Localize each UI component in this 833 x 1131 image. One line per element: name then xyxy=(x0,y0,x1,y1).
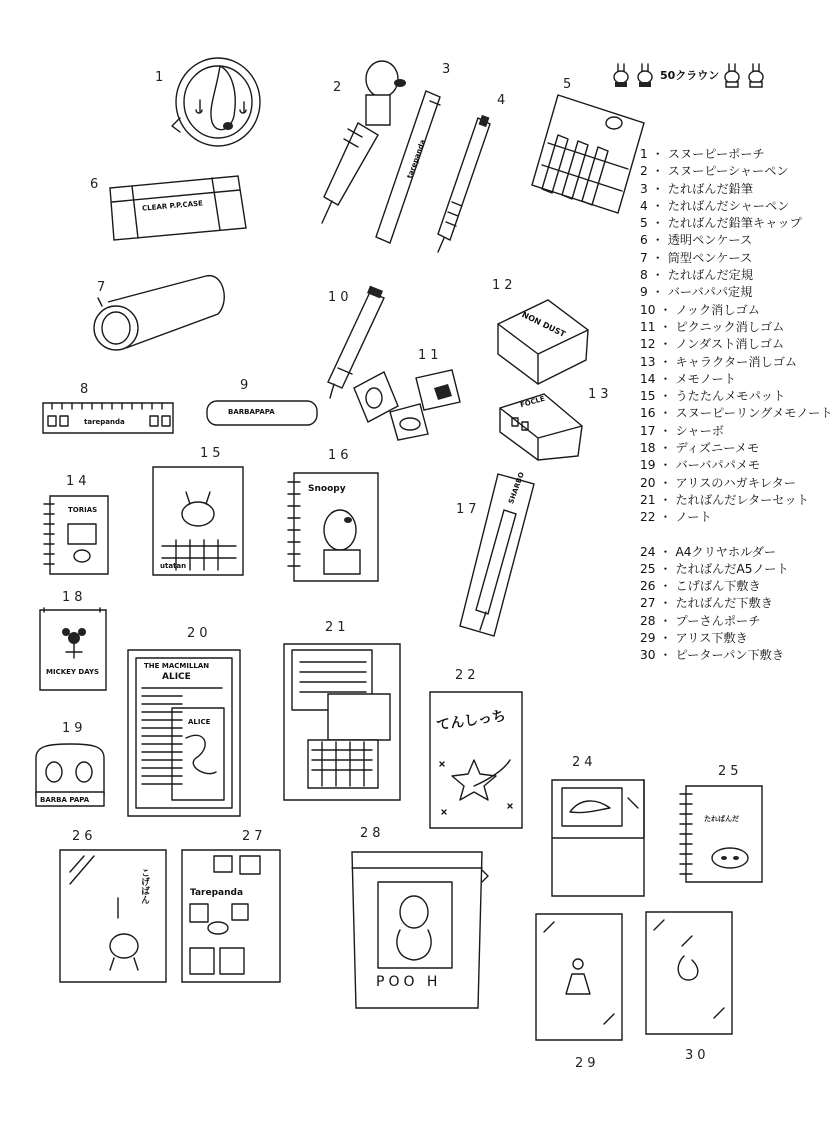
legend-number: 9 xyxy=(640,285,648,300)
legend-row xyxy=(640,595,833,612)
legend-row xyxy=(640,509,833,526)
item-number: 29 xyxy=(575,1056,600,1071)
item-number: 26 xyxy=(72,829,97,844)
legend-separator: ・ xyxy=(655,441,676,456)
legend-number: 24 xyxy=(640,544,656,559)
legend-separator: ・ xyxy=(655,596,676,611)
item-barbapapa-memo: BARBA PAPA xyxy=(34,742,106,812)
item-number: 6 xyxy=(90,177,103,192)
legend-row xyxy=(640,267,833,284)
legend-separator: ・ xyxy=(655,406,676,421)
legend-row xyxy=(640,198,833,215)
legend-separator: ・ xyxy=(655,648,676,663)
legend-name: たればんだ鉛筆キャップ xyxy=(667,216,802,231)
legend-number: 10 xyxy=(640,302,656,317)
legend-number: 15 xyxy=(640,389,656,404)
item-snoopy-pouch xyxy=(172,52,268,154)
legend-separator: ・ xyxy=(655,475,676,490)
legend-separator: ・ xyxy=(647,268,668,283)
legend-name: たればんだシャーペン xyxy=(667,198,790,213)
item-number: 30 xyxy=(685,1048,710,1063)
legend-number: 17 xyxy=(640,423,656,438)
bunny-icon xyxy=(747,62,767,88)
item-number: 11 xyxy=(418,348,443,363)
legend-name: ディズニーメモ xyxy=(675,441,760,456)
legend-name: スヌーピーシャーペン xyxy=(667,164,789,179)
legend-row xyxy=(640,561,833,578)
legend-separator: ・ xyxy=(647,233,668,248)
legend-name: ノート xyxy=(675,510,712,525)
item-number: 28 xyxy=(360,826,385,841)
legend-number: 11 xyxy=(640,319,656,334)
legend-separator: ・ xyxy=(647,216,668,231)
legend-separator: ・ xyxy=(647,181,668,196)
legend-name: たればんだ下敷き xyxy=(675,596,773,611)
legend-row xyxy=(640,630,833,647)
legend-row xyxy=(640,319,833,336)
legend-separator: ・ xyxy=(655,492,676,507)
legend-row xyxy=(640,181,833,198)
item-number: 3 xyxy=(442,62,455,77)
legend-number: 3 xyxy=(640,181,648,196)
legend-row xyxy=(640,232,833,249)
legend-separator: ・ xyxy=(655,544,676,559)
item-number: 16 xyxy=(328,448,353,463)
item-number: 20 xyxy=(187,626,212,641)
legend-row xyxy=(640,405,833,422)
legend-separator: ・ xyxy=(655,371,676,386)
legend-separator: ・ xyxy=(655,510,676,525)
legend-separator: ・ xyxy=(655,613,676,628)
legend-row xyxy=(640,544,833,561)
legend-name: ノンダスト消しゴム xyxy=(675,337,785,352)
legend-number: 5 xyxy=(640,216,648,231)
legend-number: 25 xyxy=(640,561,656,576)
legend-separator: ・ xyxy=(655,319,676,334)
legend-number: 13 xyxy=(640,354,656,369)
item-number: 18 xyxy=(62,590,87,605)
legend-name: ノック消しゴム xyxy=(675,302,760,317)
item-tarepanda-mech-pencil xyxy=(428,112,498,256)
item-number: 15 xyxy=(200,446,225,461)
legend-row xyxy=(640,146,833,163)
legend-row xyxy=(640,388,833,405)
legend-number: 27 xyxy=(640,596,656,611)
item-tarepanda-a5-note: たればんだ xyxy=(678,784,764,888)
item-tarepanda-pencil: tarepanda xyxy=(370,85,450,254)
legend-name: 透明ペンケース xyxy=(667,233,753,248)
legend-number: 1 xyxy=(640,147,648,161)
legend-number: 8 xyxy=(640,268,648,283)
item-number: 10 xyxy=(328,290,353,305)
item-number: 9 xyxy=(240,378,253,393)
item-alice-board xyxy=(534,912,624,1046)
item-tarepanda-board: Tarepanda xyxy=(180,848,282,988)
legend-separator: ・ xyxy=(655,458,676,473)
legend-name: アリス下敷き xyxy=(675,631,748,646)
legend-name: たればんだ鉛筆 xyxy=(667,181,754,196)
legend-separator: ・ xyxy=(655,389,676,404)
legend-name: たればんだA5ノート xyxy=(675,561,789,576)
item-number: 24 xyxy=(572,755,597,770)
legend-name: キャラクター消しゴム xyxy=(675,354,798,369)
item-kogepan-board: こげばん xyxy=(58,848,168,988)
item-clear-pencase: CLEAR P.P.CASE xyxy=(108,172,248,248)
legend-number: 4 xyxy=(640,198,648,213)
legend-name: こげばん下敷き xyxy=(675,579,761,594)
item-peterpan-board xyxy=(644,910,734,1040)
item-number: 7 xyxy=(97,280,110,295)
legend-separator: ・ xyxy=(655,302,676,317)
item-number: 14 xyxy=(66,474,91,489)
item-tarepanda-letterset xyxy=(282,642,402,806)
legend-gap xyxy=(640,527,833,544)
legend-row xyxy=(640,284,833,301)
item-a4-clear-holder xyxy=(550,778,646,902)
legend-row xyxy=(640,613,833,630)
legend-row xyxy=(640,457,833,474)
item-number: 13 xyxy=(588,387,613,402)
legend-name: 筒型ペンケース xyxy=(667,250,753,265)
item-number: 4 xyxy=(497,93,510,108)
item-number: 27 xyxy=(242,829,267,844)
legend-name: バーバパパ定規 xyxy=(667,285,753,300)
item-note: てんしっち xyxy=(428,690,524,834)
bunny-icon xyxy=(612,62,632,88)
legend-separator: ・ xyxy=(655,423,676,438)
legend-row xyxy=(640,440,833,457)
legend-row xyxy=(640,354,833,371)
legend-row xyxy=(640,475,833,492)
item-character-eraser: FOCLE xyxy=(498,390,584,466)
legend-separator: ・ xyxy=(655,631,676,646)
item-pooh-pouch: POO H xyxy=(348,848,488,1016)
legend-number: 18 xyxy=(640,441,656,456)
item-memo-notebook: TORIAS xyxy=(42,494,110,580)
legend-name: メモノート xyxy=(675,371,736,386)
legend-row xyxy=(640,302,833,319)
legend-separator: ・ xyxy=(647,164,668,179)
legend-separator: ・ xyxy=(655,579,676,594)
legend-separator: ・ xyxy=(647,198,668,213)
legend-row xyxy=(640,215,833,232)
legend-separator: ・ xyxy=(655,337,676,352)
legend-number: 2 xyxy=(640,164,648,179)
legend-number: 30 xyxy=(640,648,656,663)
legend-number: 7 xyxy=(640,250,648,265)
legend-separator: ・ xyxy=(655,354,676,369)
item-cylinder-pencase xyxy=(88,272,228,358)
item-number: 8 xyxy=(80,382,93,397)
legend-row xyxy=(640,423,833,440)
item-tarepanda-ruler: tarepanda xyxy=(42,402,174,438)
legend-name: スヌーピーポーチ xyxy=(667,147,765,161)
legend-separator: ・ xyxy=(647,250,668,265)
item-nondust-eraser: NON DUST xyxy=(494,298,590,392)
legend-number: 28 xyxy=(640,613,656,628)
bunny-icon xyxy=(636,62,656,88)
legend-name: プーさんポーチ xyxy=(675,613,761,628)
legend-name: アリスのハガキレター xyxy=(675,475,796,490)
item-barbapapa-ruler: BARBAPAPA xyxy=(206,400,318,430)
legend-number: 22 xyxy=(640,510,656,525)
item-sharbo: SHARBO xyxy=(458,470,540,644)
legend-name: A4クリヤホルダー xyxy=(675,544,777,559)
legend-name: たればんだレターセット xyxy=(675,492,809,507)
legend-name: ピーターパン下敷き xyxy=(675,648,785,663)
item-number: 19 xyxy=(62,721,87,736)
legend-separator: ・ xyxy=(647,147,668,161)
legend-row xyxy=(640,647,833,664)
item-alice-letter: THE MACMILLAN ALICE ALICE xyxy=(126,648,242,822)
legend-row xyxy=(640,578,833,595)
legend-row xyxy=(640,250,833,267)
legend-name: ピクニック消しゴム xyxy=(675,319,785,334)
item-number: 25 xyxy=(718,764,743,779)
legend-number: 6 xyxy=(640,233,648,248)
item-number: 2 xyxy=(333,80,346,95)
legend-row xyxy=(640,492,833,509)
item-legend xyxy=(640,146,833,665)
legend-name: スヌーピーリングメモノート xyxy=(675,406,833,421)
legend-number: 21 xyxy=(640,492,656,507)
item-pencil-caps xyxy=(528,95,648,219)
item-picnic-erasers xyxy=(350,362,490,446)
price-label: 50クラウン xyxy=(660,69,720,82)
item-number: 17 xyxy=(456,502,481,517)
legend-name: たればんだ定規 xyxy=(667,268,754,283)
legend-row xyxy=(640,371,833,388)
legend-number: 16 xyxy=(640,406,656,421)
legend-number: 12 xyxy=(640,337,656,352)
legend-number: 14 xyxy=(640,371,656,386)
legend-number: 20 xyxy=(640,475,656,490)
item-utatan-memopad: utatan xyxy=(152,466,244,580)
legend-number: 26 xyxy=(640,579,656,594)
item-number: 1 xyxy=(155,70,168,85)
legend-separator: ・ xyxy=(655,561,676,576)
legend-separator: ・ xyxy=(647,285,668,300)
catalog-header xyxy=(612,62,767,88)
legend-row xyxy=(640,336,833,353)
legend-row xyxy=(640,163,833,180)
legend-name: うたたんメモパット xyxy=(675,389,786,404)
item-number: 22 xyxy=(455,668,480,683)
item-number: 12 xyxy=(492,278,517,293)
legend-name: シャーボ xyxy=(675,423,724,438)
item-number: 5 xyxy=(563,77,576,92)
item-disney-memo: MICKEY DAYS xyxy=(38,608,110,696)
bunny-icon xyxy=(723,62,743,88)
legend-name: バーバパパメモ xyxy=(675,458,761,473)
item-number: 21 xyxy=(325,620,350,635)
legend-number: 29 xyxy=(640,631,656,646)
legend-number: 19 xyxy=(640,458,656,473)
item-snoopy-ring-memo: Snoopy xyxy=(288,472,380,586)
